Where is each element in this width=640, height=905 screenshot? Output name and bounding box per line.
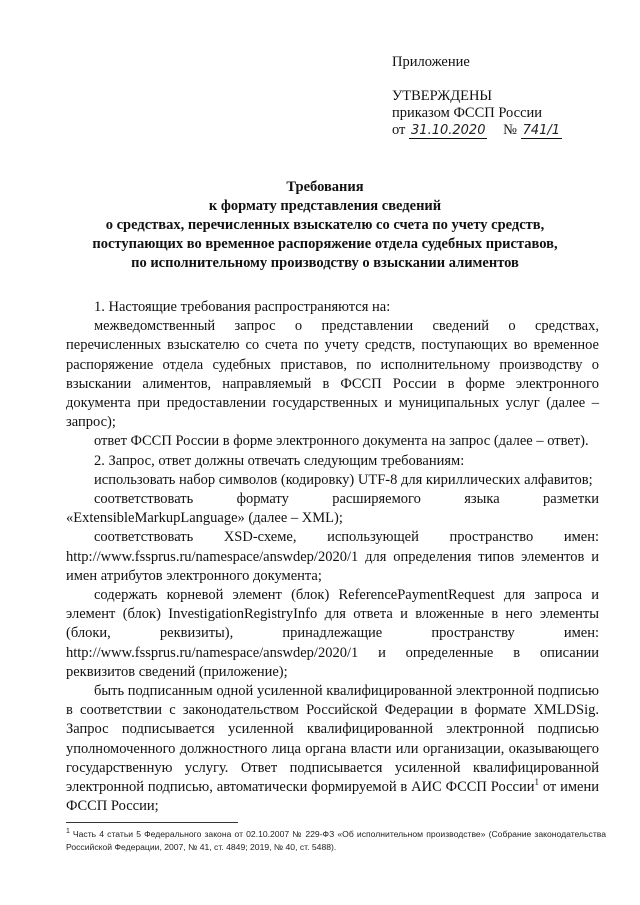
paragraph-1: 1. Настоящие требования распространяются на: <box>94 299 391 315</box>
paragraph-6: соответствовать формату расширяемого языка разметки «ExtensibleMarkupLanguage» (далее – XML); <box>66 491 599 527</box>
footnote-mark: 1 <box>66 828 70 836</box>
paragraph-9-tail: от имени ФССП России; <box>66 779 599 815</box>
document-title <box>60 178 590 273</box>
approved-heading: УТВЕРЖДЕНЫ <box>392 88 493 104</box>
approval-block <box>392 88 562 139</box>
title-line-3: о средствах, перечисленных взыскателю со счета по учету средств, <box>105 217 545 233</box>
paragraph-2: межведомственный запрос о представлении сведений о средствах, перечисленных взыскателю со счета по учету средств, поступающих во временное распоряжение отдела судебных приставов, по исполнительному производству о взыскании алиментов, направляемый в ФССП России в форме электронного документа при предоставлении государственных и муниципальных услуг (далее – запрос); <box>66 318 599 431</box>
footnote-divider <box>66 822 238 823</box>
date-prefix: от <box>392 122 406 138</box>
order-line: приказом ФССП России <box>392 105 543 121</box>
paragraph-9 <box>66 682 599 816</box>
handwritten-number: 741/1 <box>522 123 561 138</box>
number-prefix: № <box>503 122 517 138</box>
paragraph-5: использовать набор символов (кодировку) UTF-8 для кириллических алфавитов; <box>94 471 593 488</box>
title-line-1: Требования <box>286 179 364 195</box>
footnote-text: Часть 4 статьи 5 Федерального закона от 02.10.2007 № 229-ФЗ «Об исполнительном производстве» (Собрание законодательства Российской Федерации, 2007, № 41, ст. 4849; 2019, № 40, ст. 5488). <box>66 829 606 852</box>
paragraph-7: соответствовать XSD-схеме, использующей пространство имен: http://www.fssprus.ru/namespace/answdep/2020/1 для определения типов элементов и имен атрибутов электронного документа; <box>66 529 599 584</box>
footnote <box>66 828 606 854</box>
paragraph-4: 2. Запрос, ответ должны отвечать следующим требованиям: <box>94 452 465 469</box>
title-line-2: к формату представления сведений <box>208 198 442 214</box>
paragraph-9-text: быть подписанным одной усиленной квалифицированной электронной подписью в соответствии с законодательством Российской Федерации в формате XMLDSig. Запрос подписывается усиленной квалифицированной электронной подписью уполномоченного должностного лица органа власти или организации, оказывающего государственную услугу. Ответ подписывается усиленной квалифицированной электронной подписью, автоматически формируемой в АИС ФССП России <box>66 683 599 796</box>
title-line-5: по исполнительному производству о взыскании алиментов <box>131 255 519 271</box>
paragraph-8: содержать корневой элемент (блок) ReferencePaymentRequest для запроса и элемент (блок) InvestigationRegistryInfo для ответа и вложенные в него элементы (блоки, реквизиты), принадлежащие пространству имен: http://www.fssprus.ru/namespace/answdep/2020/1 и определенные в описании реквизитов сведений (приложение); <box>66 587 599 680</box>
paragraph-3: ответ ФССП России в форме электронного документа на запрос (далее – ответ). <box>94 433 589 450</box>
date-number-line <box>392 122 562 139</box>
title-line-4: поступающих во временное распоряжение отдела судебных приставов, <box>92 236 558 252</box>
footnote-reference: 1 <box>534 777 539 788</box>
appendix-label: Приложение <box>392 54 470 70</box>
handwritten-date: 31.10.2020 <box>411 123 486 138</box>
document-body <box>66 298 599 816</box>
